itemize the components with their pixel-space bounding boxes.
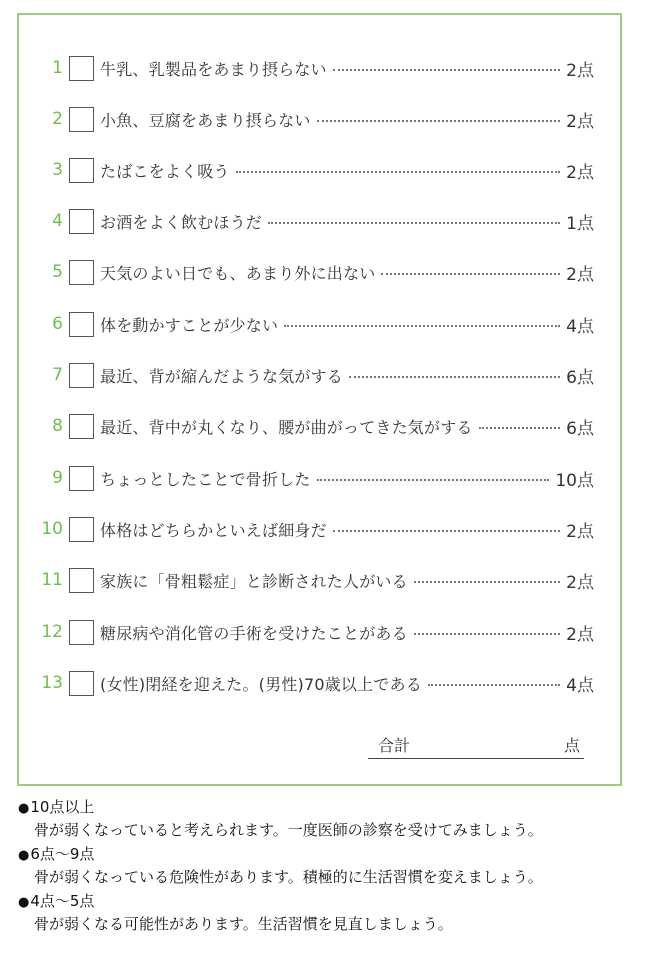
legend-range: 4点～5点	[30, 892, 95, 910]
item-points: 6点	[566, 418, 594, 439]
item-number: 1	[52, 58, 63, 78]
legend-range: 10点以上	[30, 798, 95, 816]
leader-dots	[284, 325, 560, 327]
checklist-row	[31, 257, 594, 287]
leader-dots	[236, 171, 561, 173]
item-checkbox[interactable]	[69, 414, 94, 439]
item-text: 最近、背中が丸くなり、腰が曲がってきた気がする	[100, 417, 473, 437]
checklist-row	[31, 514, 594, 544]
item-text: 牛乳、乳製品をあまり摂らない	[100, 59, 327, 79]
item-points: 2点	[566, 572, 594, 593]
leader-dots	[333, 69, 560, 71]
checklist-row	[31, 617, 594, 647]
item-number: 12	[41, 622, 63, 642]
item-points: 4点	[566, 675, 594, 696]
checklist-row	[31, 155, 594, 185]
legend-description: 骨が弱くなっている危険性があります。積極的に生活習慣を変えましょう。	[34, 868, 543, 886]
item-points: 1点	[566, 213, 594, 234]
checklist-row	[31, 360, 594, 390]
item-checkbox[interactable]	[69, 312, 94, 337]
item-text: お酒をよく飲むほうだ	[100, 212, 263, 232]
checklist-card	[17, 13, 622, 786]
legend-range: 6点～9点	[30, 845, 95, 863]
checklist-row	[31, 565, 594, 595]
leader-dots	[317, 120, 561, 122]
item-checkbox[interactable]	[69, 466, 94, 491]
item-checkbox[interactable]	[69, 158, 94, 183]
leader-dots	[414, 581, 560, 583]
score-legend	[18, 797, 638, 938]
checklist-row	[31, 668, 594, 698]
item-points: 2点	[566, 111, 594, 132]
item-text: たばこをよく吸う	[100, 161, 230, 181]
item-checkbox[interactable]	[69, 260, 94, 285]
leader-dots	[333, 530, 560, 532]
item-number: 2	[52, 109, 63, 129]
item-text: 体を動かすことが少ない	[100, 315, 279, 335]
item-points: 2点	[566, 60, 594, 81]
item-number: 6	[52, 314, 63, 334]
item-checkbox[interactable]	[69, 517, 94, 542]
item-text: 家族に「骨粗鬆症」と診断された人がいる	[100, 571, 408, 591]
item-text: ちょっとしたことで骨折した	[100, 469, 311, 489]
item-points: 2点	[566, 162, 594, 183]
bullet-icon: ●	[18, 848, 30, 863]
item-text: 糖尿病や消化管の手術を受けたことがある	[100, 623, 408, 643]
item-number: 13	[41, 673, 63, 693]
checklist-row	[31, 309, 594, 339]
item-number: 9	[52, 468, 63, 488]
checklist-row	[31, 206, 594, 236]
legend-range-heading	[18, 891, 638, 911]
leader-dots	[428, 684, 560, 686]
total-unit: 点	[563, 736, 580, 755]
total-label: 合計	[378, 736, 411, 755]
legend-range-heading	[18, 797, 638, 817]
item-checkbox[interactable]	[69, 363, 94, 388]
item-number: 7	[52, 365, 63, 385]
item-text: (女性)閉経を迎えた。(男性)70歳以上である	[100, 674, 422, 694]
leader-dots	[268, 222, 560, 224]
total-score-field[interactable]	[368, 733, 584, 759]
item-checkbox[interactable]	[69, 671, 94, 696]
item-points: 2点	[566, 624, 594, 645]
legend-range-heading	[18, 844, 638, 864]
item-number: 11	[41, 570, 63, 590]
item-points: 10点	[555, 470, 594, 491]
item-points: 2点	[566, 521, 594, 542]
checklist-row	[31, 104, 594, 134]
legend-description: 骨が弱くなっていると考えられます。一度医師の診察を受けてみましょう。	[34, 821, 543, 839]
leader-dots	[381, 273, 560, 275]
item-number: 5	[52, 262, 63, 282]
bullet-icon: ●	[18, 895, 30, 910]
leader-dots	[349, 376, 560, 378]
item-number: 8	[52, 416, 63, 436]
checklist-row	[31, 463, 594, 493]
bullet-icon: ●	[18, 801, 30, 816]
item-points: 6点	[566, 367, 594, 388]
item-checkbox[interactable]	[69, 56, 94, 81]
item-points: 4点	[566, 316, 594, 337]
checklist-row	[31, 53, 594, 83]
leader-dots	[317, 479, 550, 481]
item-checkbox[interactable]	[69, 209, 94, 234]
leader-dots	[479, 427, 561, 429]
item-number: 10	[41, 519, 63, 539]
item-number: 4	[52, 211, 63, 231]
item-checkbox[interactable]	[69, 107, 94, 132]
item-text: 小魚、豆腐をあまり摂らない	[100, 110, 311, 130]
item-text: 天気のよい日でも、あまり外に出ない	[100, 263, 376, 283]
checklist-row	[31, 411, 594, 441]
legend-description: 骨が弱くなる可能性があります。生活習慣を見直しましょう。	[34, 915, 453, 933]
item-checkbox[interactable]	[69, 620, 94, 645]
item-number: 3	[52, 160, 63, 180]
item-checkbox[interactable]	[69, 568, 94, 593]
item-text: 最近、背が縮んだような気がする	[100, 366, 344, 386]
leader-dots	[414, 633, 560, 635]
item-text: 体格はどちらかといえば細身だ	[100, 520, 327, 540]
item-points: 2点	[566, 264, 594, 285]
